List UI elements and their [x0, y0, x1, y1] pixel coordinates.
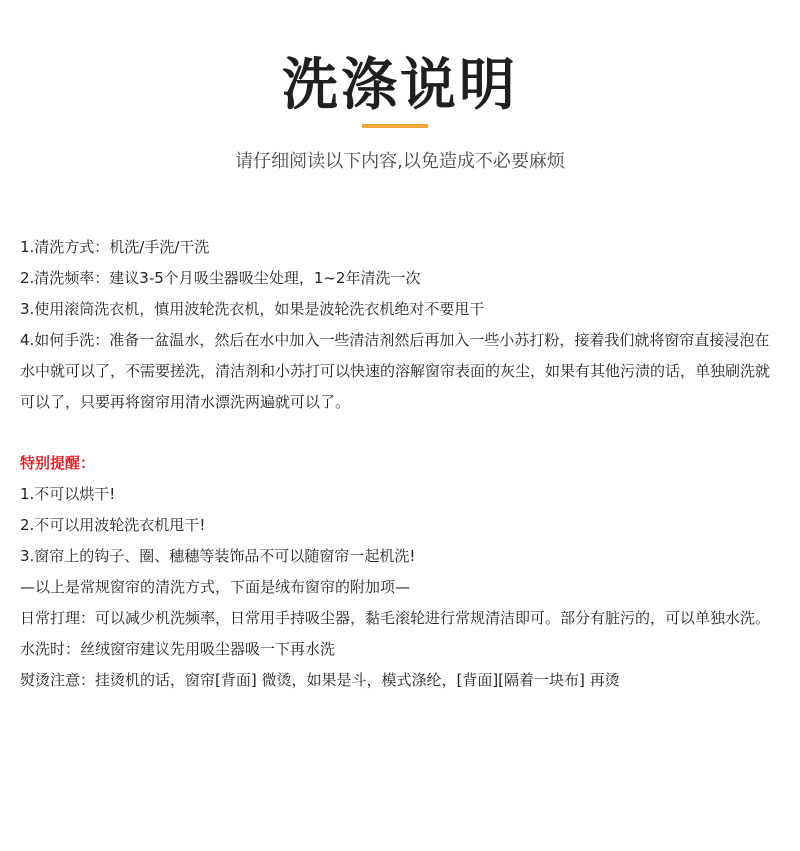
reminder-item: 2.不可以用波轮洗衣机甩干!: [20, 516, 206, 534]
section-divider-text: —以上是常规窗帘的清洗方式，下面是绒布窗帘的附加项—: [20, 578, 411, 596]
instruction-item: 2.清洗频率：建议3-5个月吸尘器吸尘处理，1~2年清洗一次: [20, 269, 421, 287]
reminder-item: 1.不可以烘干!: [20, 485, 116, 503]
reminder-heading: 特别提醒：: [20, 454, 96, 472]
care-note: 熨烫注意：挂烫机的话，窗帘[背面] 微烫，如果是斗，模式涤纶，[背面][隔着一块布] 再烫: [20, 671, 620, 689]
section-spacer: [20, 418, 784, 448]
instruction-item: 1.清洗方式：机洗/手洗/干洗: [20, 238, 210, 256]
title-underline: [362, 124, 428, 128]
page-subtitle: 请仔细阅读以下内容,以免造成不必要麻烦: [235, 151, 565, 172]
care-note: 水洗时：丝绒窗帘建议先用吸尘器吸一下再水洗: [20, 640, 336, 658]
reminder-item: 3.窗帘上的钩子、圈、穗穗等装饰品不可以随窗帘一起机洗!: [20, 547, 416, 565]
page-title: 洗涤说明: [282, 53, 518, 118]
instruction-item: 4.如何手洗：准备一盆温水，然后在水中加入一些清洁剂然后再加入一些小苏打粉，接着我们就将窗帘直接浸泡在水中就可以了，不需要搓洗，清洁剂和小苏打可以快速的溶解窗帘表面的灰尘，如果有其他污渍的话，单独刷洗就可以了，只要再将窗帘用清水漂洗两遍就可以了。: [20, 331, 771, 411]
care-note: 日常打理：可以减少机洗频率，日常用手持吸尘器，黏毛滚轮进行常规清洁即可。部分有脏污的，可以单独水洗。: [20, 609, 771, 627]
content-body: [20, 232, 784, 696]
instruction-item: 3.使用滚筒洗衣机，慎用波轮洗衣机，如果是波轮洗衣机绝对不要甩干: [20, 300, 485, 318]
